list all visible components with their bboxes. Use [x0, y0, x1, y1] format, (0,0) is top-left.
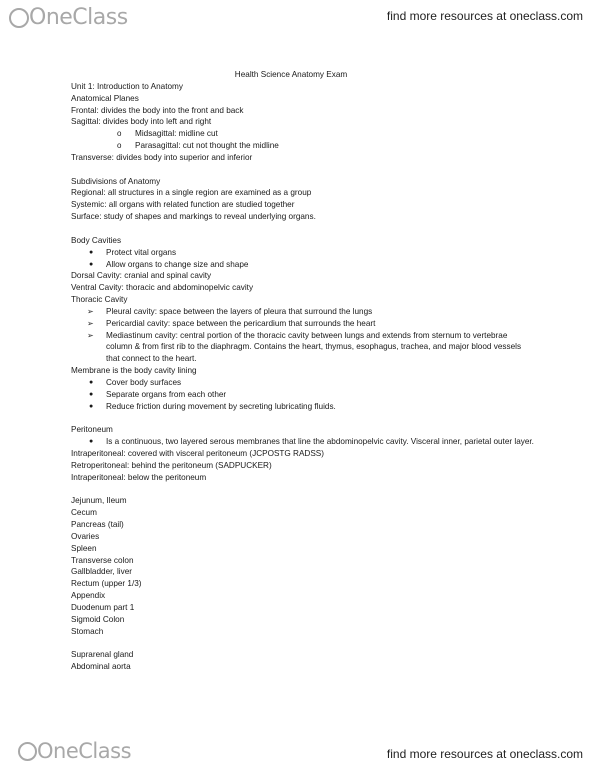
- round-bullet-icon: ●: [89, 378, 94, 386]
- list-item-text: Separate organs from each other: [106, 389, 227, 399]
- list-item: [71, 377, 551, 389]
- organ-line: Gallbladder, liver: [71, 567, 132, 577]
- logo-text: OneClass: [29, 5, 128, 30]
- list-item: [71, 318, 551, 330]
- logo-circle-icon: [9, 8, 29, 28]
- round-bullet-icon: ●: [89, 248, 94, 256]
- transverse-line: Transverse: divides body into superior and inferior: [71, 152, 253, 162]
- organ-line: Ovaries: [71, 531, 100, 541]
- dorsal-line: Dorsal Cavity: cranial and spinal cavity: [71, 271, 212, 281]
- list-item-text: Mediastinum cavity: central portion of the thoracic cavity between lungs and extends from sternum to vertebrae column & from first rib to the diaphragm. Contains the heart, thymus, esophagus, trachea, and major blood vessels that connect to the heart.: [106, 330, 522, 364]
- list-item-text: Cover body surfaces: [106, 377, 182, 387]
- subdivision-line: Surface: study of shapes and markings to reveal underlying organs.: [71, 212, 316, 222]
- list-item-text: Allow organs to change size and shape: [106, 259, 249, 269]
- membrane-heading: Membrane is the body cavity lining: [71, 366, 197, 376]
- list-item: [71, 140, 551, 152]
- list-item: [71, 306, 551, 318]
- ventral-line: Ventral Cavity: thoracic and abdominopelvic cavity: [71, 283, 254, 293]
- list-item: [71, 128, 551, 140]
- list-item-text: Pericardial cavity: space between the pericardium that surrounds the heart: [106, 318, 376, 328]
- arrow-bullet-icon: ➢: [87, 318, 94, 328]
- round-bullet-icon: ●: [89, 402, 94, 410]
- unit-heading: Unit 1: Introduction to Anatomy: [71, 81, 183, 91]
- organ-line: Stomach: [71, 626, 104, 636]
- round-bullet-icon: ●: [89, 260, 94, 268]
- footer-logo-text: OneClass: [37, 739, 132, 763]
- peritoneum-line: Intraperitoneal: covered with visceral peritoneum (JCPOSTG RADSS): [71, 449, 324, 458]
- round-bullet-icon: ●: [89, 390, 94, 398]
- list-item-text: Is a continuous, two layered serous membranes that line the abdominopelvic cavity. Visceral inner, parietal outer layer.: [106, 437, 534, 447]
- organ-line: Transverse colon: [71, 555, 134, 565]
- hollow-bullet-icon: o: [117, 129, 122, 139]
- hollow-bullet-icon: o: [117, 141, 122, 151]
- planes-heading: Anatomical Planes: [71, 93, 139, 103]
- frontal-line: Frontal: divides the body into the front and back: [71, 105, 244, 115]
- arrow-bullet-icon: ➢: [87, 330, 94, 340]
- list-item-text: Pleural cavity: space between the layers of pleura that surround the lungs: [106, 306, 373, 316]
- list-item-text: Midsagittal: midline cut: [135, 129, 218, 139]
- organ-line: Pancreas (tail): [71, 520, 124, 530]
- subdivisions-heading: Subdivisions of Anatomy: [71, 176, 161, 186]
- oneclass-logo[interactable]: [9, 5, 128, 30]
- subdivision-line: Systemic: all organs with related function are studied together: [71, 200, 295, 210]
- organ-line: Suprarenal gland: [71, 650, 134, 660]
- round-bullet-icon: ●: [89, 438, 94, 446]
- organ-line: Abdominal aorta: [71, 662, 131, 672]
- organ-line: Duodenum part 1: [71, 602, 135, 612]
- peritoneum-heading: Peritoneum: [71, 425, 113, 435]
- list-item: [71, 247, 551, 259]
- list-item-text: Reduce friction during movement by secreting lubricating fluids.: [106, 401, 336, 411]
- peritoneum-line: Retroperitoneal: behind the peritoneum (SADPUCKER): [71, 460, 272, 470]
- list-item-text: Parasagittal: cut not thought the midline: [135, 141, 279, 151]
- thoracic-heading: Thoracic Cavity: [71, 295, 128, 305]
- cavities-heading: Body Cavities: [71, 235, 122, 245]
- document-body: [71, 69, 551, 673]
- arrow-bullet-icon: ➢: [87, 306, 94, 316]
- list-item: [71, 401, 551, 413]
- document-title: Health Science Anatomy Exam: [234, 70, 348, 79]
- list-item: [71, 389, 551, 401]
- oneclass-footer-logo[interactable]: [18, 739, 131, 763]
- organ-line: Sigmoid Colon: [71, 614, 125, 624]
- organ-line: Cecum: [71, 508, 97, 518]
- subdivision-line: Regional: all structures in a single region are examined as a group: [71, 188, 312, 198]
- list-item: [71, 259, 551, 271]
- footer-tagline-link[interactable]: find more resources at oneclass.com: [386, 747, 583, 761]
- sagittal-line: Sagittal: divides body into left and right: [71, 117, 212, 127]
- header-tagline-link[interactable]: find more resources at oneclass.com: [386, 9, 583, 23]
- organ-line: Jejunum, Ileum: [71, 496, 127, 506]
- list-item-text: Protect vital organs: [106, 247, 177, 257]
- logo-circle-icon: [18, 742, 37, 761]
- peritoneum-line: Intraperitoneal: below the peritoneum: [71, 472, 207, 482]
- list-item: [71, 330, 551, 366]
- list-item: [71, 436, 551, 448]
- organ-line: Rectum (upper 1/3): [71, 579, 142, 589]
- organ-line: Spleen: [71, 543, 97, 553]
- organ-line: Appendix: [71, 591, 106, 601]
